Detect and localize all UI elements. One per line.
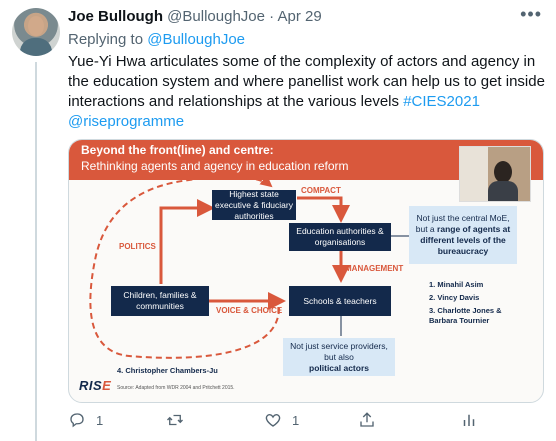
- avatar-head: [28, 16, 44, 36]
- tweet-header: [68, 8, 322, 25]
- label-voice-choice: VOICE & CHOICE: [216, 306, 283, 315]
- edu-auth-box: Education authorities & organisations: [289, 223, 391, 251]
- retweet-icon: [166, 411, 184, 429]
- note-moe: Not just the central MoE, but a range of agents at different levels of the bureaucracy: [409, 206, 517, 264]
- schools-box: Schools & teachers: [289, 286, 391, 316]
- presenter-1: 1. Minahil Asim: [429, 280, 484, 289]
- tweet-text-line1: Yue-Yi Hwa articulates some of the complexity of actors and agency in: [68, 53, 536, 70]
- analytics-icon: [460, 411, 478, 429]
- label-compact: COMPACT: [301, 186, 341, 195]
- more-dots-icon[interactable]: •••: [520, 4, 542, 24]
- children-box: Children, families & communities: [111, 286, 209, 316]
- slide-subtitle: Rethinking agents and agency in education reform: [81, 159, 349, 173]
- share-button[interactable]: [358, 411, 376, 429]
- rise-logo: RISE: [79, 378, 112, 393]
- tweet-actions: [68, 411, 528, 433]
- note-service: Not just service providers, but also political actors: [283, 338, 395, 376]
- mention-link[interactable]: @riseprogramme: [68, 113, 185, 130]
- reply-icon: [68, 411, 86, 429]
- retweet-button[interactable]: [166, 411, 184, 429]
- avatar-shirt: [20, 38, 52, 56]
- presenter-list: [429, 280, 519, 329]
- state-exec-box: Highest state executive & fiduciary authorities: [212, 190, 296, 220]
- heart-icon: [264, 411, 282, 429]
- tweet-image[interactable]: [68, 139, 544, 403]
- tweet-text: [68, 52, 548, 132]
- tweet-date[interactable]: Apr 29: [277, 8, 322, 25]
- label-politics: POLITICS: [119, 242, 156, 251]
- analytics-button[interactable]: [460, 411, 478, 429]
- label-management: MANAGEMENT: [345, 264, 404, 273]
- presenter-2: 2. Vincy Davis: [429, 293, 480, 302]
- thread-line: [35, 62, 37, 441]
- compact-arrow: [297, 198, 341, 220]
- tweet-text-line2: the education system and where panellist work can help us to get inside: [68, 73, 545, 90]
- replying-to: [68, 31, 245, 48]
- replying-handle-link[interactable]: @BulloughJoe: [147, 31, 246, 48]
- source-note: Source: Adapted from WDR 2004 and Pritchett 2015.: [117, 385, 235, 391]
- display-name[interactable]: Joe Bullough: [68, 8, 163, 25]
- user-handle[interactable]: @BulloughJoe: [167, 8, 265, 25]
- reply-button[interactable]: [68, 411, 103, 429]
- tweet-text-line3: interactions and relationships at the various levels: [68, 93, 400, 110]
- presenter-4: 4. Christopher Chambers-Ju: [117, 366, 218, 375]
- reply-count: 1: [96, 412, 104, 428]
- slide-title: Beyond the front(line) and centre:: [81, 143, 274, 157]
- replying-prefix: Replying to: [68, 31, 144, 48]
- like-button[interactable]: [264, 411, 299, 429]
- share-icon: [358, 411, 376, 429]
- presenter-3: 3. Charlotte Jones & Barbara Tournier: [429, 306, 502, 325]
- hashtag-link[interactable]: #CIES2021: [403, 93, 480, 110]
- like-count: 1: [292, 412, 300, 428]
- separator: ·: [269, 8, 275, 25]
- avatar[interactable]: [12, 8, 60, 56]
- politics-arrow: [161, 208, 212, 284]
